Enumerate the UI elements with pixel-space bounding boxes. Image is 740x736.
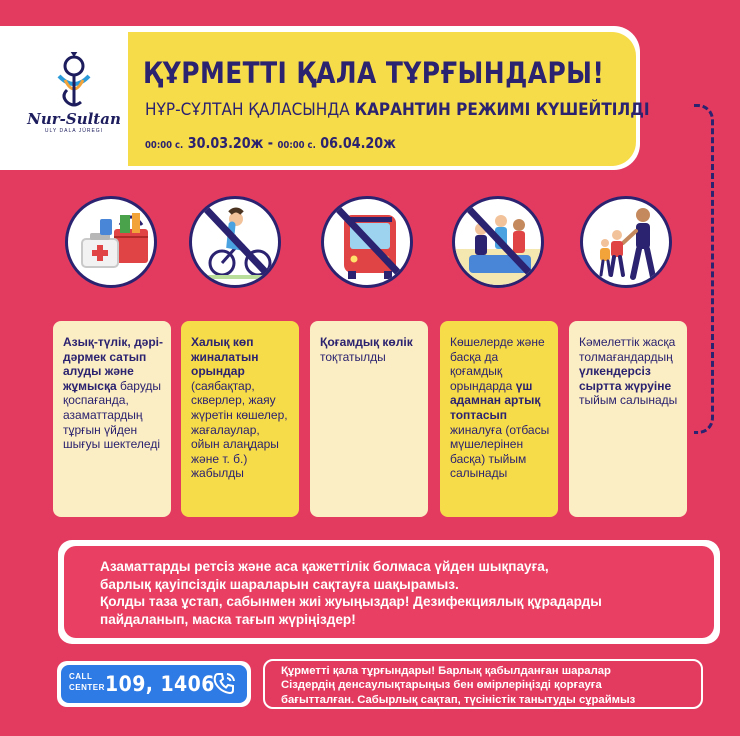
footer-line-1: Құрметті қала тұрғындары! Барлық қабылданған шаралар — [281, 665, 611, 677]
subtitle-bold: КАРАНТИН РЕЖИМІ КҮШЕЙТІЛДІ — [354, 100, 650, 120]
logo-name: Nur-Sultan — [27, 110, 121, 128]
city-emblem-icon — [49, 52, 99, 108]
notice-line-1: Азаматтарды ретсіз және аса қажеттілік болмаса үйден шықпауға, — [100, 559, 549, 574]
card-5-text: тыйым салынады — [579, 393, 678, 408]
no-bus-icon — [321, 196, 413, 288]
card-minors-restriction — [569, 321, 687, 517]
date-from-time: 00:00 с. — [145, 140, 184, 151]
date-from: 30.03.20ж — [187, 134, 264, 152]
subtitle-prefix: НҰР-СҰЛТАН ҚАЛАСЫНДА — [145, 100, 355, 120]
no-gathering-icon — [452, 196, 544, 288]
call-center-badge[interactable] — [61, 665, 247, 703]
card-3-bold: Қоғамдық көлік — [320, 335, 413, 349]
card-movement-restriction — [53, 321, 171, 517]
card-3-text: тоқтатылды — [320, 349, 386, 364]
dashed-decoration — [694, 104, 714, 434]
city-logo — [22, 52, 126, 144]
call-label-line-2: CENTER — [69, 683, 105, 692]
date-to: 06.04.20ж — [320, 134, 396, 152]
grocery-medicine-icon — [65, 196, 157, 288]
children-with-adult-icon — [580, 196, 672, 288]
card-5-bold: үлкендерсіз сыртта жүруіне — [579, 364, 672, 393]
card-gathering-ban — [440, 321, 558, 517]
card-1-bold: Азық-түлік, дәрі-дәрмек сатып алуды және жұмысқа — [63, 335, 164, 393]
card-2-text: (саябақтар, скверлер, жаяу жүретін көшелер, жағалаулар, ойын алаңдары және т. б.) жабылды — [191, 378, 288, 481]
footer-line-3: бағытталған. Сабырлық сақтап, түсіністік танытуды сұраймыз — [281, 693, 636, 706]
footer-line-2: Сіздердің денсаулықтарыңыз бен өмірлеріңізді қорғауға — [281, 679, 602, 692]
card-4-bold: үш адамнан артық топтасып — [450, 378, 541, 422]
card-public-transport — [310, 321, 428, 517]
footer-message — [263, 659, 703, 709]
date-separator: - — [263, 134, 278, 152]
notice-line-3: Қолды таза ұстап, сабынмен жиі жуыңыздар! Дезифекциялық құрадарды — [100, 594, 602, 610]
page-title: ҚҰРМЕТТІ ҚАЛА ТҰРҒЫНДАРЫ! — [143, 56, 605, 90]
date-to-time: 00:00 с. — [277, 140, 316, 151]
notice-line-2: барлық қауіпсіздік шараларын сақтауға шақырамыз. — [100, 576, 459, 592]
card-4-text: жиналуға (отбасы мүшелерінен басқа) тыйым салынады — [450, 422, 550, 481]
call-center-label — [69, 671, 105, 693]
date-range — [145, 134, 396, 152]
notice-panel — [64, 546, 714, 638]
call-center-number[interactable]: 109, 1406 — [105, 672, 215, 696]
call-label-line-1: CALL — [69, 672, 93, 681]
phone-icon — [211, 670, 239, 698]
card-1-text: баруды қоспағанда, азаматтардың тұрғын үйден шығуы шектеледі — [63, 378, 162, 452]
notice-line-4: пайдаланып, маска тағып жүріңіздер! — [100, 611, 356, 627]
page-subtitle — [145, 100, 650, 120]
card-public-places-closed — [181, 321, 299, 517]
logo-tagline: ULY DALA JÚREGI — [44, 128, 104, 134]
card-5-pre: Кәмелеттік жасқа толмағандардың — [579, 335, 676, 364]
card-2-bold: Халық көп жиналатын орындар — [191, 335, 259, 379]
no-cycling-icon — [189, 196, 281, 288]
card-4-pre: Көшелерде және басқа да қоғамдық орындарда — [450, 335, 545, 393]
